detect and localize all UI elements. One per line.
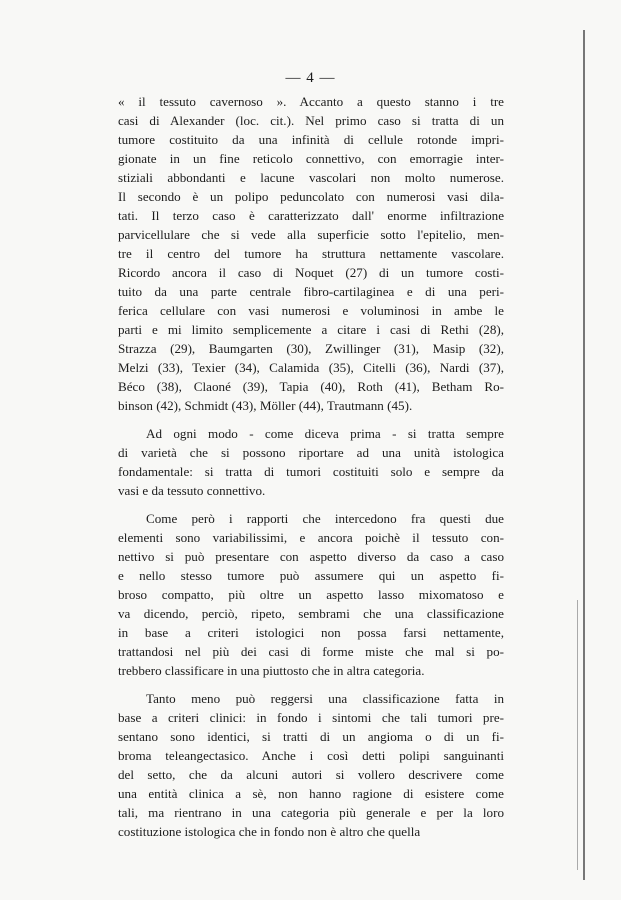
text-line: ferica cellulare con vasi numerosi e voluminosi in ambe le: [118, 303, 504, 318]
text-line: broma teleangectasico. Anche i così detti polipi sanguinanti: [118, 748, 504, 763]
text-line: va dicendo, perciò, ripeto, sembrami che una classificazione: [118, 606, 504, 621]
text-line: base a criteri clinici: in fondo i sintomi che tali tumori pre-: [118, 710, 504, 725]
text-line: trattandosi nel più dei casi di forme miste che mal si po-: [118, 644, 504, 659]
text-line: in base a criteri istologici non possa farsi nettamente,: [118, 625, 504, 640]
text-line: Il secondo è un polipo peduncolato con numerosi vasi dila-: [118, 189, 504, 204]
text-line: tati. Il terzo caso è caratterizzato dall' enorme infiltrazione: [118, 208, 504, 223]
text-line: tumore costituito da una infinità di cellule rotonde impri-: [118, 132, 504, 147]
page-number: — 4 —: [285, 70, 336, 86]
text-line: di varietà che si possono riportare ad una unità istologica: [118, 445, 504, 460]
text-line: del setto, che da alcuni autori si vollero descrivere come: [118, 767, 504, 782]
text-line: parti e mi limito semplicemente a citare i casi di Rethi (28),: [118, 322, 504, 337]
text-line: elementi sono variabilissimi, e ancora poichè il tessuto con-: [118, 530, 504, 545]
text-line: vasi e da tessuto connettivo.: [118, 483, 266, 498]
page-edge-shadow: [577, 600, 578, 870]
paragraph: [118, 689, 504, 841]
text-line: tali, ma rientrano in una categoria più generale e per la loro: [118, 805, 504, 820]
text-line: una entità clinica a sè, non hanno ragione di esistere come: [118, 786, 504, 801]
text-line: casi di Alexander (loc. cit.). Nel primo caso si tratta di un: [118, 113, 504, 128]
text-line: sentano sono identici, si tratti di un angioma o di un fi-: [118, 729, 504, 744]
text-line: e nello stesso tumore può assumere qui un aspetto fi-: [118, 568, 504, 583]
text-line: « il tessuto cavernoso ». Accanto a questo stanno i tre: [118, 94, 504, 109]
text-line: binson (42), Schmidt (43), Möller (44), Trautmann (45).: [118, 398, 413, 413]
text-line: nettivo si può presentare con aspetto diverso da caso a caso: [118, 549, 504, 564]
paragraph: [118, 424, 504, 500]
text-line: parvicellulare che si vede alla superficie sotto l'epitelio, men-: [118, 227, 504, 242]
page-edge-line: [583, 30, 585, 880]
text-line: Ad ogni modo - come diceva prima - si tratta sempre: [146, 426, 504, 441]
paragraph: [118, 509, 504, 680]
text-line: Come però i rapporti che intercedono fra questi due: [146, 511, 504, 526]
text-line: Béco (38), Claoné (39), Tapia (40), Roth (41), Betham Ro-: [118, 379, 504, 394]
text-line: broso compatto, più oltre un aspetto lasso mixomatoso e: [118, 587, 504, 602]
text-line: trebbero classificare in una piuttosto che in altra categoria.: [118, 663, 425, 678]
body-text: [118, 92, 504, 841]
text-line: stiziali abbondanti e lacune vascolari non molto numerose.: [118, 170, 504, 185]
text-line: gionate in un fine reticolo connettivo, con emorragie inter-: [118, 151, 504, 166]
text-line: Tanto meno può reggersi una classificazione fatta in: [146, 691, 504, 706]
text-line: costituzione istologica che in fondo non è altro che quella: [118, 824, 421, 839]
text-line: tuito da una parte centrale fibro-cartilaginea e di una peri-: [118, 284, 504, 299]
text-line: Melzi (33), Texier (34), Calamida (35), Citelli (36), Nardi (37),: [118, 360, 504, 375]
paragraph: [118, 92, 504, 415]
text-line: fondamentale: si tratta di tumori costituiti solo e sempre da: [118, 464, 504, 479]
text-line: Strazza (29), Baumgarten (30), Zwillinger (31), Masip (32),: [118, 341, 504, 356]
text-line: tre il centro del tumore ha struttura nettamente vascolare.: [118, 246, 504, 261]
text-line: Ricordo ancora il caso di Noquet (27) di un tumore costi-: [118, 265, 504, 280]
